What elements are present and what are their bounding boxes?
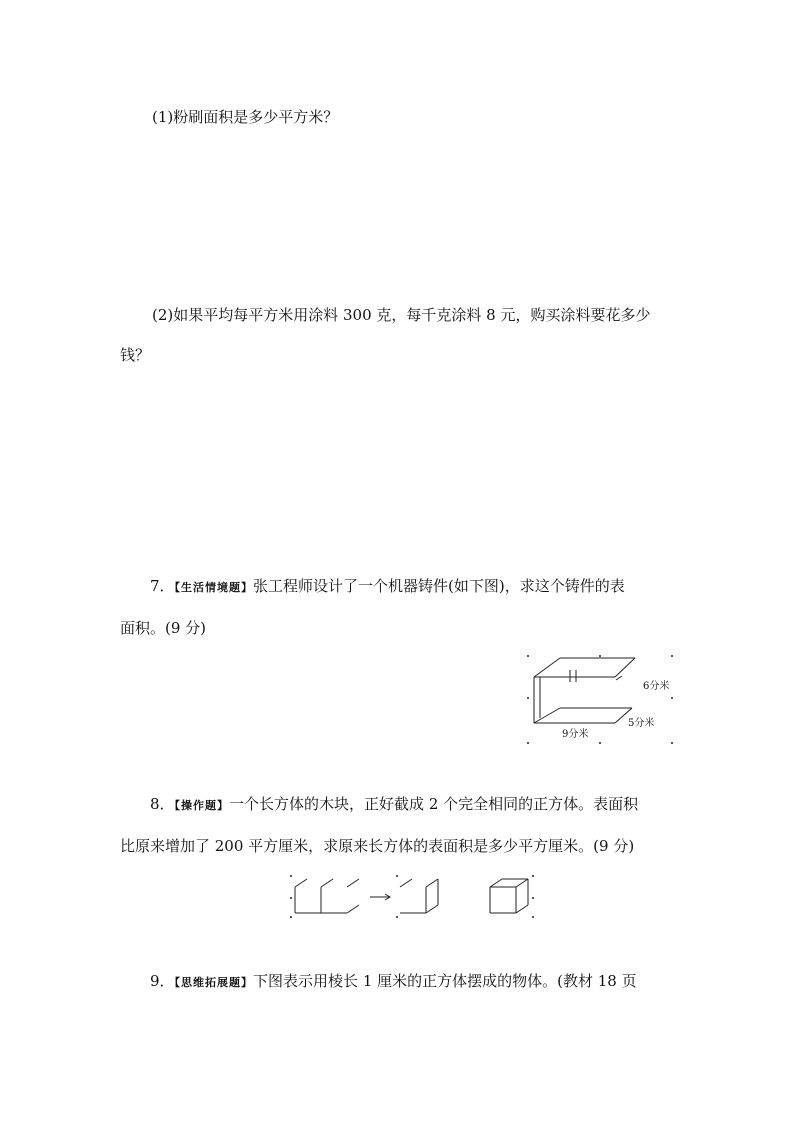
q7-text: 张工程师设计了一个机器铸件(如下图)，求这个铸件的表 (253, 577, 625, 595)
q8-line1 (150, 794, 638, 816)
q8-tag: 【操作题】 (174, 799, 230, 812)
q6-part1-text: (1)粉刷面积是多少平方米？ (152, 108, 339, 126)
q7-casting-figure (520, 650, 685, 748)
q8-text: 一个长方体的木块，正好截成 2 个完全相同的正方体。表面积 (229, 795, 639, 813)
q9-text: 下图表示用棱长 1 厘米的正方体摆成的物体。(教材 18 页 (253, 972, 637, 990)
q7-dim-depth-label: 5分米 (628, 718, 655, 729)
q7-dim-height-label: 6分米 (643, 681, 670, 692)
q8-line2: 比原来增加了 200 平方厘米，求原来长方体的表面积是多少平方厘米。(9 分) (120, 837, 635, 855)
q7-number: 7． (150, 577, 175, 595)
q6-part2-line2: 钱？ (120, 346, 151, 364)
q9-number: 9． (150, 972, 175, 990)
q7-line1 (150, 576, 625, 598)
q9-line1 (150, 971, 637, 993)
q9-tag: 【思维拓展题】 (174, 976, 254, 989)
q8-number: 8． (150, 795, 175, 813)
q7-line2: 面积。(9 分) (120, 619, 207, 637)
q7-tag: 【生活情境题】 (174, 581, 254, 594)
q7-dim-length-label: 9分米 (562, 729, 589, 740)
q6-part2-line1: (2)如果平均每平方米用涂料 300 克，每千克涂料 8 元，购买涂料要花多少 (152, 306, 651, 324)
q8-cuboid-cut-figure (285, 870, 545, 922)
